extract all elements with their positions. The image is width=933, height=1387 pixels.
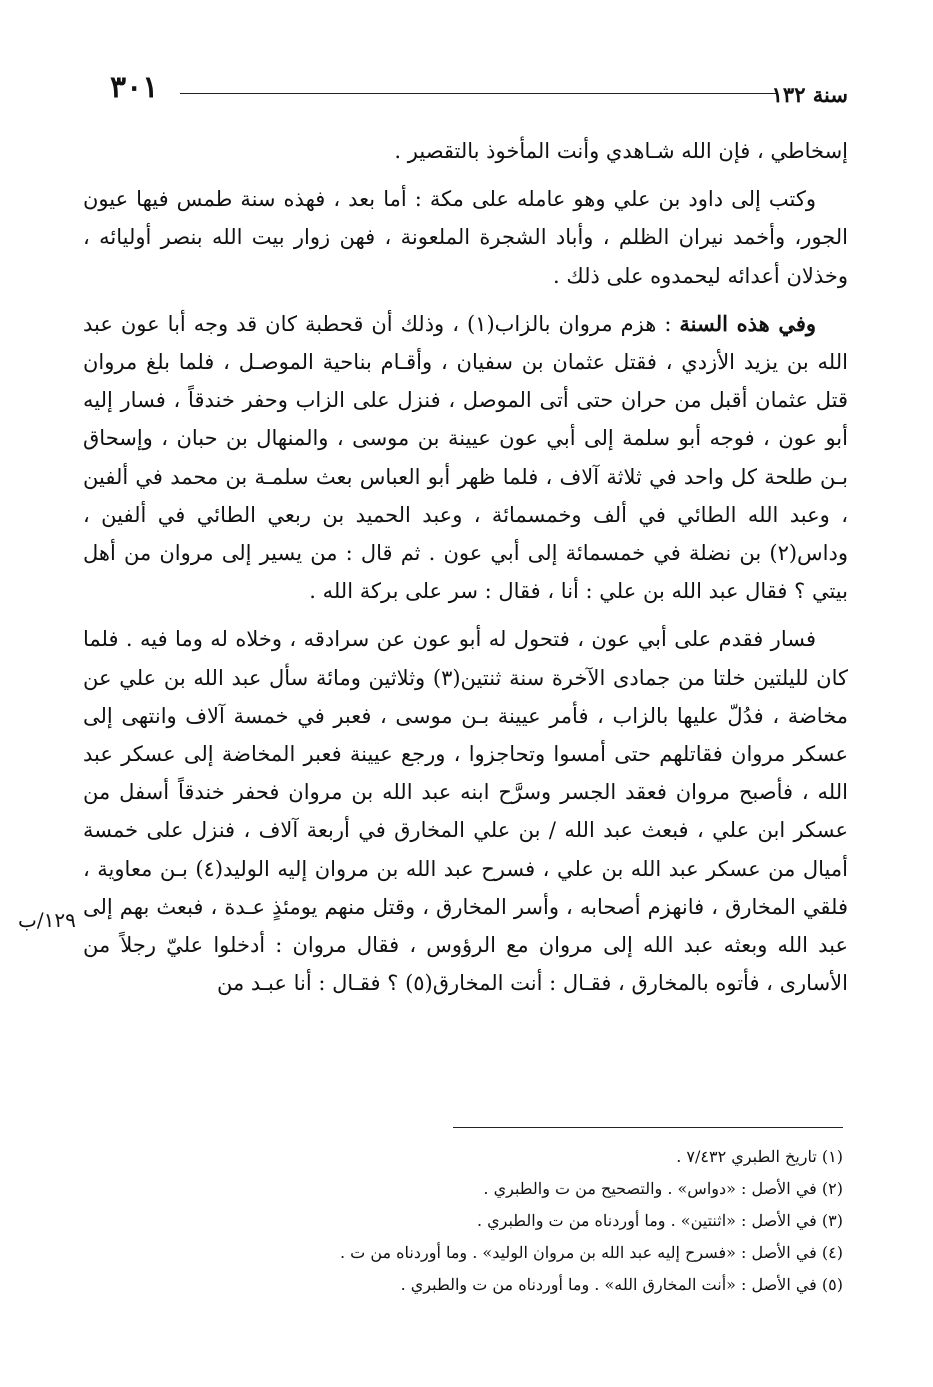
paragraph-text: فسار فقدم على أبي عون ، فتحول له أبو عون عن سرادقه ، وخلاه له وما فيه . فلما كان لليلتين خلتا من جمادى الآخرة سنة ثنتين(٣) وثلاثين ومائة سأل عبد الله بن علي عن مخاضة ، فدُلّ عليها بالزاب ، فأمر عيينة بـن موسى ، فعبر في خمسة آلاف وانتهى إلى عسكر مروان فقاتلهم حتى أمسوا وتحاجزوا ، ورجع عيينة فعبر المخاضة إلى عسكر عبد الله ، فأصبح مروان فعقد الجسر وسرَّح ابنه عبد الله بن مروان فحفر خندقاً أسفل من عسكر ابن علي ، فبعث عبد الله / بن علي المخارق في أربعة آلاف ، فنزل على خمسة أميال من عسكر عبد الله بن علي ، فسرح عبد الله بن مروان إليه الوليد(٤) بـن معاوية ، فلقي المخارق ، فانهزم أصحابه ، وأسر المخارق ، وقتل منهم يومئذٍ عـدة ، فبعث بهم إلى عبد الله وبعثه عبد الله إلى مروان مع الرؤوس ، فقال مروان : أدخلوا عليّ رجلاً من الأسارى ، فأتوه بالمخارق ، فقـال : أنت المخارق(٥) ؟ فقـال : أنا عبـد من <box>83 627 849 996</box>
paragraph-lead: وفي هذه السنة <box>679 310 817 336</box>
paragraph <box>83 305 848 611</box>
header-rule <box>180 93 778 94</box>
paragraph-text: إسخاطي ، فإن الله شـاهدي وأنت المأخوذ بالتقصير . <box>394 139 848 163</box>
footnote: (٣) في الأصل : «اثنتين» . وما أوردناه من ت والطبري . <box>476 1211 843 1230</box>
paragraph <box>83 620 848 1002</box>
footnote: (٥) في الأصل : «أنت المخارق الله» . وما أوردناه من ت والطبري . <box>400 1275 843 1294</box>
page-number: ٣٠١ <box>110 70 159 105</box>
manuscript-folio-note: ١٢٩/ب <box>18 908 76 932</box>
page-header <box>100 70 848 110</box>
footnote: (٢) في الأصل : «دواس» . والتصحيح من ت والطبري . <box>483 1179 843 1198</box>
running-head: سنة ١٣٢ <box>771 82 848 107</box>
footnotes <box>103 1142 843 1302</box>
footnote: (١) تاريخ الطبري ٧/٤٣٢ . <box>676 1147 843 1166</box>
footnote: (٤) في الأصل : «فسرح إليه عبد الله بن مروان الوليد» . وما أوردناه من ت . <box>340 1243 843 1262</box>
body-text <box>83 132 848 1012</box>
paragraph-text: وكتب إلى داود بن علي وهو عامله على مكة : أما بعد ، فهذه سنة طمس فيها عيون الجور، وأخمد نيران الظلم ، وأباد الشجرة الملعونة ، فهن زوار بيت الله بنصر أوليائه ، وخذلان أعدائه ليحمدوه على ذلك . <box>83 187 848 288</box>
paragraph-text: : هزم مروان بالزاب(١) ، وذلك أن قحطبة كان قد وجه أبا عون عبد الله بن يزيد الأزدي ، فقتل عثمان بن سفيان ، وأقـام بناحية الموصـل ، فلما بلغ مروان قتل عثمان أقبل من حران حتى أتى الموصل ، فنزل على الزاب وحفر خندقاً ، فسار إليه أبو عون ، فوجه أبو سلمة إلى أبي عون عيينة بن موسى ، والمنهال بن حبان ، وإسحاق بـن طلحة كل واحد في ثلاثة آلاف ، فلما ظهر أبو العباس بعث سلمـة بن محمد في ألفين ، وعبد الله الطائي في ألف وخمسمائة ، وعبد الحميد بن ربعي الطائي في ألفين ، وداس(٢) بن نضلة في خمسمائة إلى أبي عون . ثم قال : من يسير إلى مروان من أهل بيتي ؟ فقال عبد الله بن علي : أنا ، فقال : سر على بركة الله . <box>83 311 848 604</box>
footnote-rule <box>453 1127 843 1128</box>
paragraph <box>83 180 848 295</box>
paragraph <box>83 132 848 170</box>
